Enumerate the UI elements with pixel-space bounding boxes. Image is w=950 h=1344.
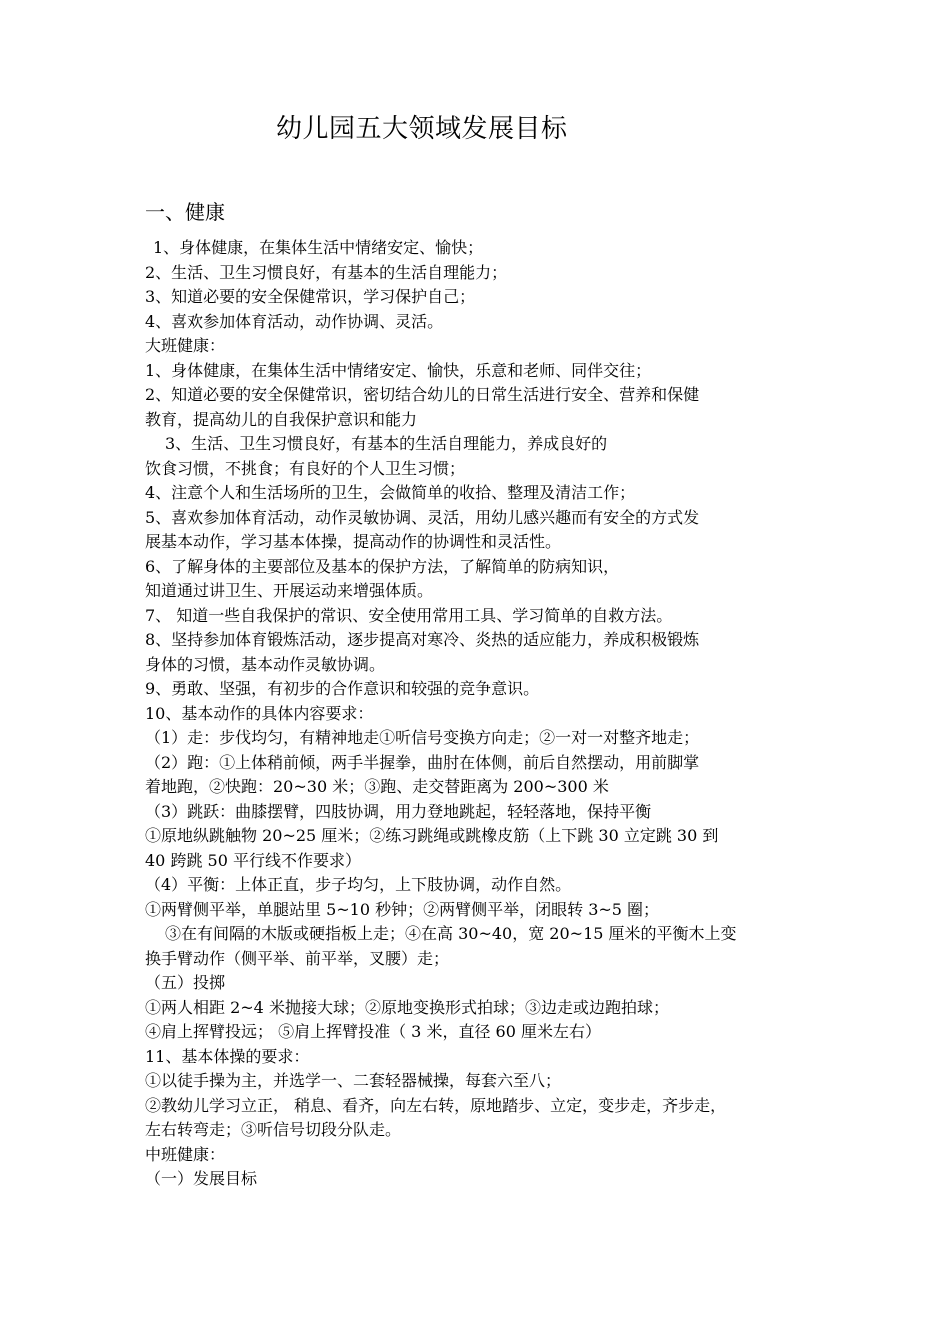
text-line: 1、身体健康，在集体生活中情绪安定、愉快； [153, 238, 484, 257]
text-line: （一）发展目标 [145, 1169, 258, 1188]
text-line: 左右转弯走；③听信号切段分队走。 [145, 1120, 402, 1139]
text-line: 中班健康： [145, 1144, 226, 1164]
text-line: ①两臂侧平举，单腿站里 5~10 秒钟；②两臂侧平举，闭眼转 3~5 圈； [145, 899, 660, 919]
text-line: 7、 知道一些自我保护的常识、安全使用常用工具、学习简单的自救方法。 [145, 605, 673, 625]
text-line: （3）跳跃：曲膝摆臂，四肢协调，用力登地跳起，轻轻落地，保持平衡 [145, 801, 652, 821]
text-line: 40 跨跳 50 平行线不作要求） [145, 850, 361, 870]
text-line: 3、知道必要的安全保健常识，学习保护自己； [145, 287, 476, 306]
text-line: 3、生活、卫生习惯良好，有基本的生活自理能力，养成良好的 [165, 434, 608, 453]
text-line: （4）平衡：上体正直，步子均匀，上下肢协调，动作自然。 [145, 875, 572, 894]
text-line: （1）走：步伐均匀，有精神地走①听信号变换方向走；②一对一对整齐地走； [145, 728, 700, 747]
text-line: ②教幼儿学习立正， 稍息、看齐，向左右转，原地踏步、立定，变步走，齐步走， [145, 1095, 727, 1115]
text-line: 展基本动作，学习基本体操，提高动作的协调性和灵活性。 [145, 532, 562, 551]
text-line: （2）跑：①上体稍前倾，两手半握拳，曲肘在体侧，前后自然摆动，用前脚掌 [145, 752, 700, 772]
text-line: 4、注意个人和生活场所的卫生，会做简单的收拾、整理及清洁工作； [145, 483, 636, 502]
text-line: 饮食习惯，不挑食；有良好的个人卫生习惯； [145, 458, 466, 478]
text-line: 教育，提高幼儿的自我保护意识和能力 [145, 409, 418, 429]
text-line: 2、生活、卫生习惯良好，有基本的生活自理能力； [145, 262, 508, 282]
text-line: ①两人相距 2~4 米抛接大球；②原地变换形式拍球；③边走或边跑拍球； [145, 997, 669, 1017]
text-line: ④肩上挥臂投远； ⑤肩上挥臂投准（ 3 米，直径 60 厘米左右） [145, 1022, 601, 1041]
text-line: 知道通过讲卫生、开展运动来增强体质。 [145, 581, 434, 600]
text-line: 4、喜欢参加体育活动，动作协调、灵活。 [145, 311, 444, 331]
text-line: 1、身体健康，在集体生活中情绪安定、愉快，乐意和老师、同伴交往； [145, 360, 652, 380]
text-line: 2、知道必要的安全保健常识，密切结合幼儿的日常生活进行安全、营养和保健 [145, 385, 700, 404]
text-line: 8、坚持参加体育锻炼活动，逐步提高对寒冷、炎热的适应能力，养成积极锻炼 [145, 630, 700, 649]
text-line: ③在有间隔的木版或硬指板上走；④在高 30~40，宽 20~15 厘米的平衡木上变 [165, 924, 737, 943]
text-line: 着地跑，②快跑：20~30 米；③跑、走交替距离为 200~300 米 [145, 777, 609, 796]
text-line: 身体的习惯，基本动作灵敏协调。 [145, 654, 386, 674]
text-line: 6、了解身体的主要部位及基本的保护方法，了解简单的防病知识， [145, 556, 620, 576]
text-line: ①原地纵跳触物 20~25 厘米；②练习跳绳或跳橡皮筋（上下跳 30 立定跳 30 到 [145, 826, 719, 845]
text-line: 大班健康： [145, 336, 226, 355]
text-line: 11、基本体操的要求： [145, 1046, 310, 1066]
document-title: 幼儿园五大领域发展目标 [276, 114, 568, 144]
text-line: 换手臂动作（侧平举、前平举，叉腰）走； [145, 948, 450, 968]
text-line: 9、勇敢、坚强，有初步的合作意识和较强的竞争意识。 [145, 679, 540, 698]
document-body [145, 236, 810, 1192]
text-line: ①以徒手操为主，并选学一、二套轻器械操，每套六至八； [145, 1071, 562, 1090]
text-line: 10、基本动作的具体内容要求： [145, 703, 374, 723]
text-line: （五）投掷 [145, 973, 226, 992]
section-heading-health: 一、健康 [145, 200, 225, 224]
text-line: 5、喜欢参加体育活动，动作灵敏协调、灵活，用幼儿感兴趣而有安全的方式发 [145, 507, 700, 527]
